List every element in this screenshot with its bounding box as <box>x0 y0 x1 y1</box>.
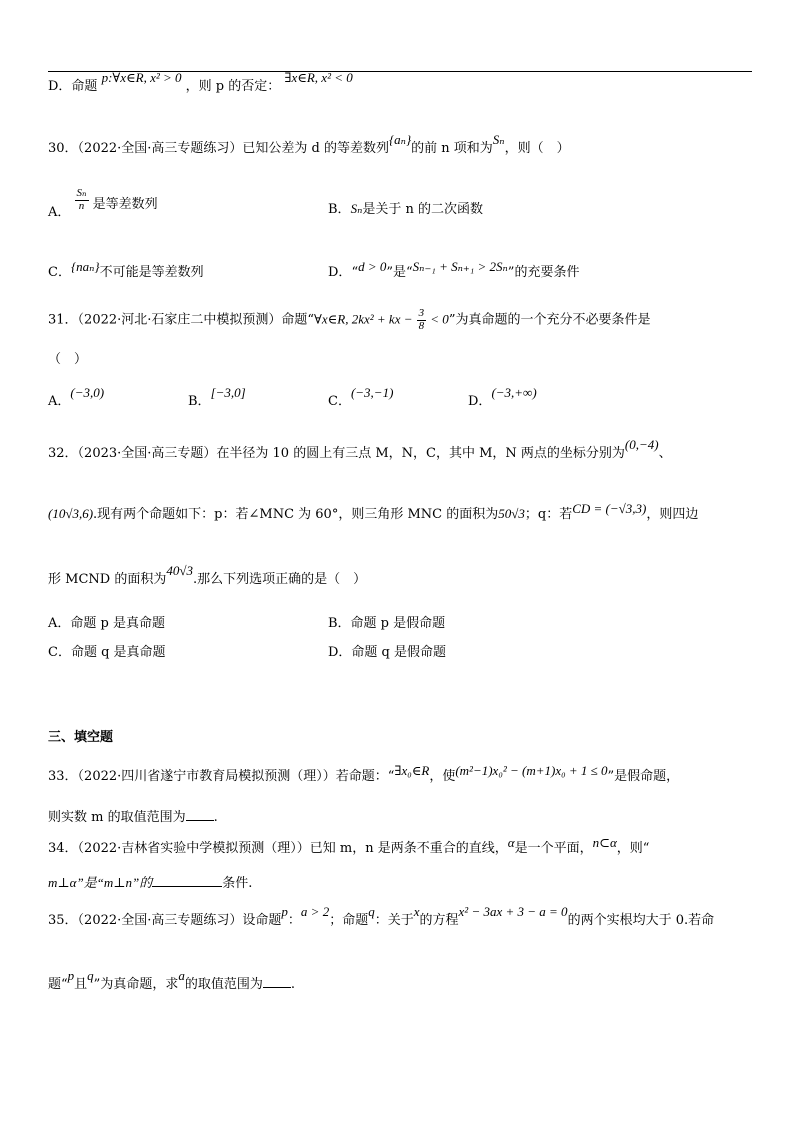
q31-option-c: C．(−3,−1) <box>328 385 394 409</box>
q32-stem: 32．（2023·全国·高三专题）在半径为 10 的圆上有三点 M，N，C，其中 M，N 两点的坐标分别为(0,−4)、 <box>48 437 672 461</box>
q32-option-c: C．命题 q 是真命题 <box>48 645 166 660</box>
q33-stem: 33．（2022·四川省遂宁市教育局模拟预测（理））若命题：“∃x₀∈R，使(m²−1)x₀² − (m+1)x₀ + 1 ≤ 0”是假命题， <box>48 763 680 784</box>
q34-answer-blank[interactable] <box>152 874 222 887</box>
q32-option-b: B．命题 p 是假命题 <box>328 616 446 631</box>
q30-stem: 30．（2022·全国·高三专题练习）已知公差为 d 的等差数列{aₙ}的前 n 项和为Sₙ，则（ ） <box>48 132 570 156</box>
q31-option-d: D．(−3,+∞) <box>468 385 537 409</box>
q34-stem: 34．（2022·吉林省实验中学模拟预测（理））已知 m，n 是两条不重合的直线，α是一个平面，n⊂α，则“ <box>48 835 650 856</box>
q30-option-b: B．Sₙ是关于 n 的二次函数 <box>328 201 483 217</box>
q32-option-a: A．命题 p 是真命题 <box>48 616 165 631</box>
q35-answer-blank[interactable] <box>263 975 291 988</box>
prev-option-d: D．命题 p:∀x∈R, x² > 0 ，则 p 的否定： ∃x∈R, x² < 0 <box>48 70 353 94</box>
q30-option-a-fraction: $\frac{\text{Sₙ}}{n}$ <box>76 187 87 212</box>
q35-line2: 题“p且q”为真命题，求a的取值范围为 . <box>48 968 295 992</box>
section-title: 三、填空题 <box>48 730 114 745</box>
q31-paren: （ ） <box>48 352 88 367</box>
q31-option-b: B．[−3,0] <box>188 385 246 409</box>
q31-stem: 31．（2022·河北·石家庄二中模拟预测）命题“∀x∈R, 2kx² + kx − $\frac{3}{8}$ < 0”为真命题的一个充分不必要条件是 <box>48 307 651 332</box>
q35-stem: 35．（2022·全国·高三专题练习）设命题p：a > 2；命题q：关于x的方程x² − 3ax + 3 − a = 0的两个实根均大于 0.若命 <box>48 904 715 928</box>
q33-answer-blank[interactable] <box>186 808 214 821</box>
q31-option-a: A．(−3,0) <box>48 385 105 409</box>
q31-fraction: $\frac{3}{8}$ <box>418 307 425 332</box>
q32-line3: 形 MCND 的面积为40√3.那么下列选项正确的是（ ） <box>48 563 367 587</box>
q30-option-d: D．“d > 0”是“Sₙ₋₁ + Sₙ₊₁ > 2Sₙ”的充要条件 <box>328 259 580 280</box>
q34-line2: m⊥α”是“m⊥n”的 条件. <box>48 875 253 891</box>
q32-option-d: D．命题 q 是假命题 <box>328 645 447 660</box>
q33-line2: 则实数 m 的取值范围为 . <box>48 810 218 825</box>
q32-line2: (10√3,6).现有两个命题如下：p：若∠MNC 为 60°，则三角形 MNC 的面积为50√3；q：若CD = (−√3,3)，则四边 <box>48 501 699 522</box>
q30-option-c: C．{naₙ}不可能是等差数列 <box>48 259 204 280</box>
q30-option-a: A． $\frac{\text{Sₙ}}{n}$ 是等差数列 <box>48 187 158 220</box>
